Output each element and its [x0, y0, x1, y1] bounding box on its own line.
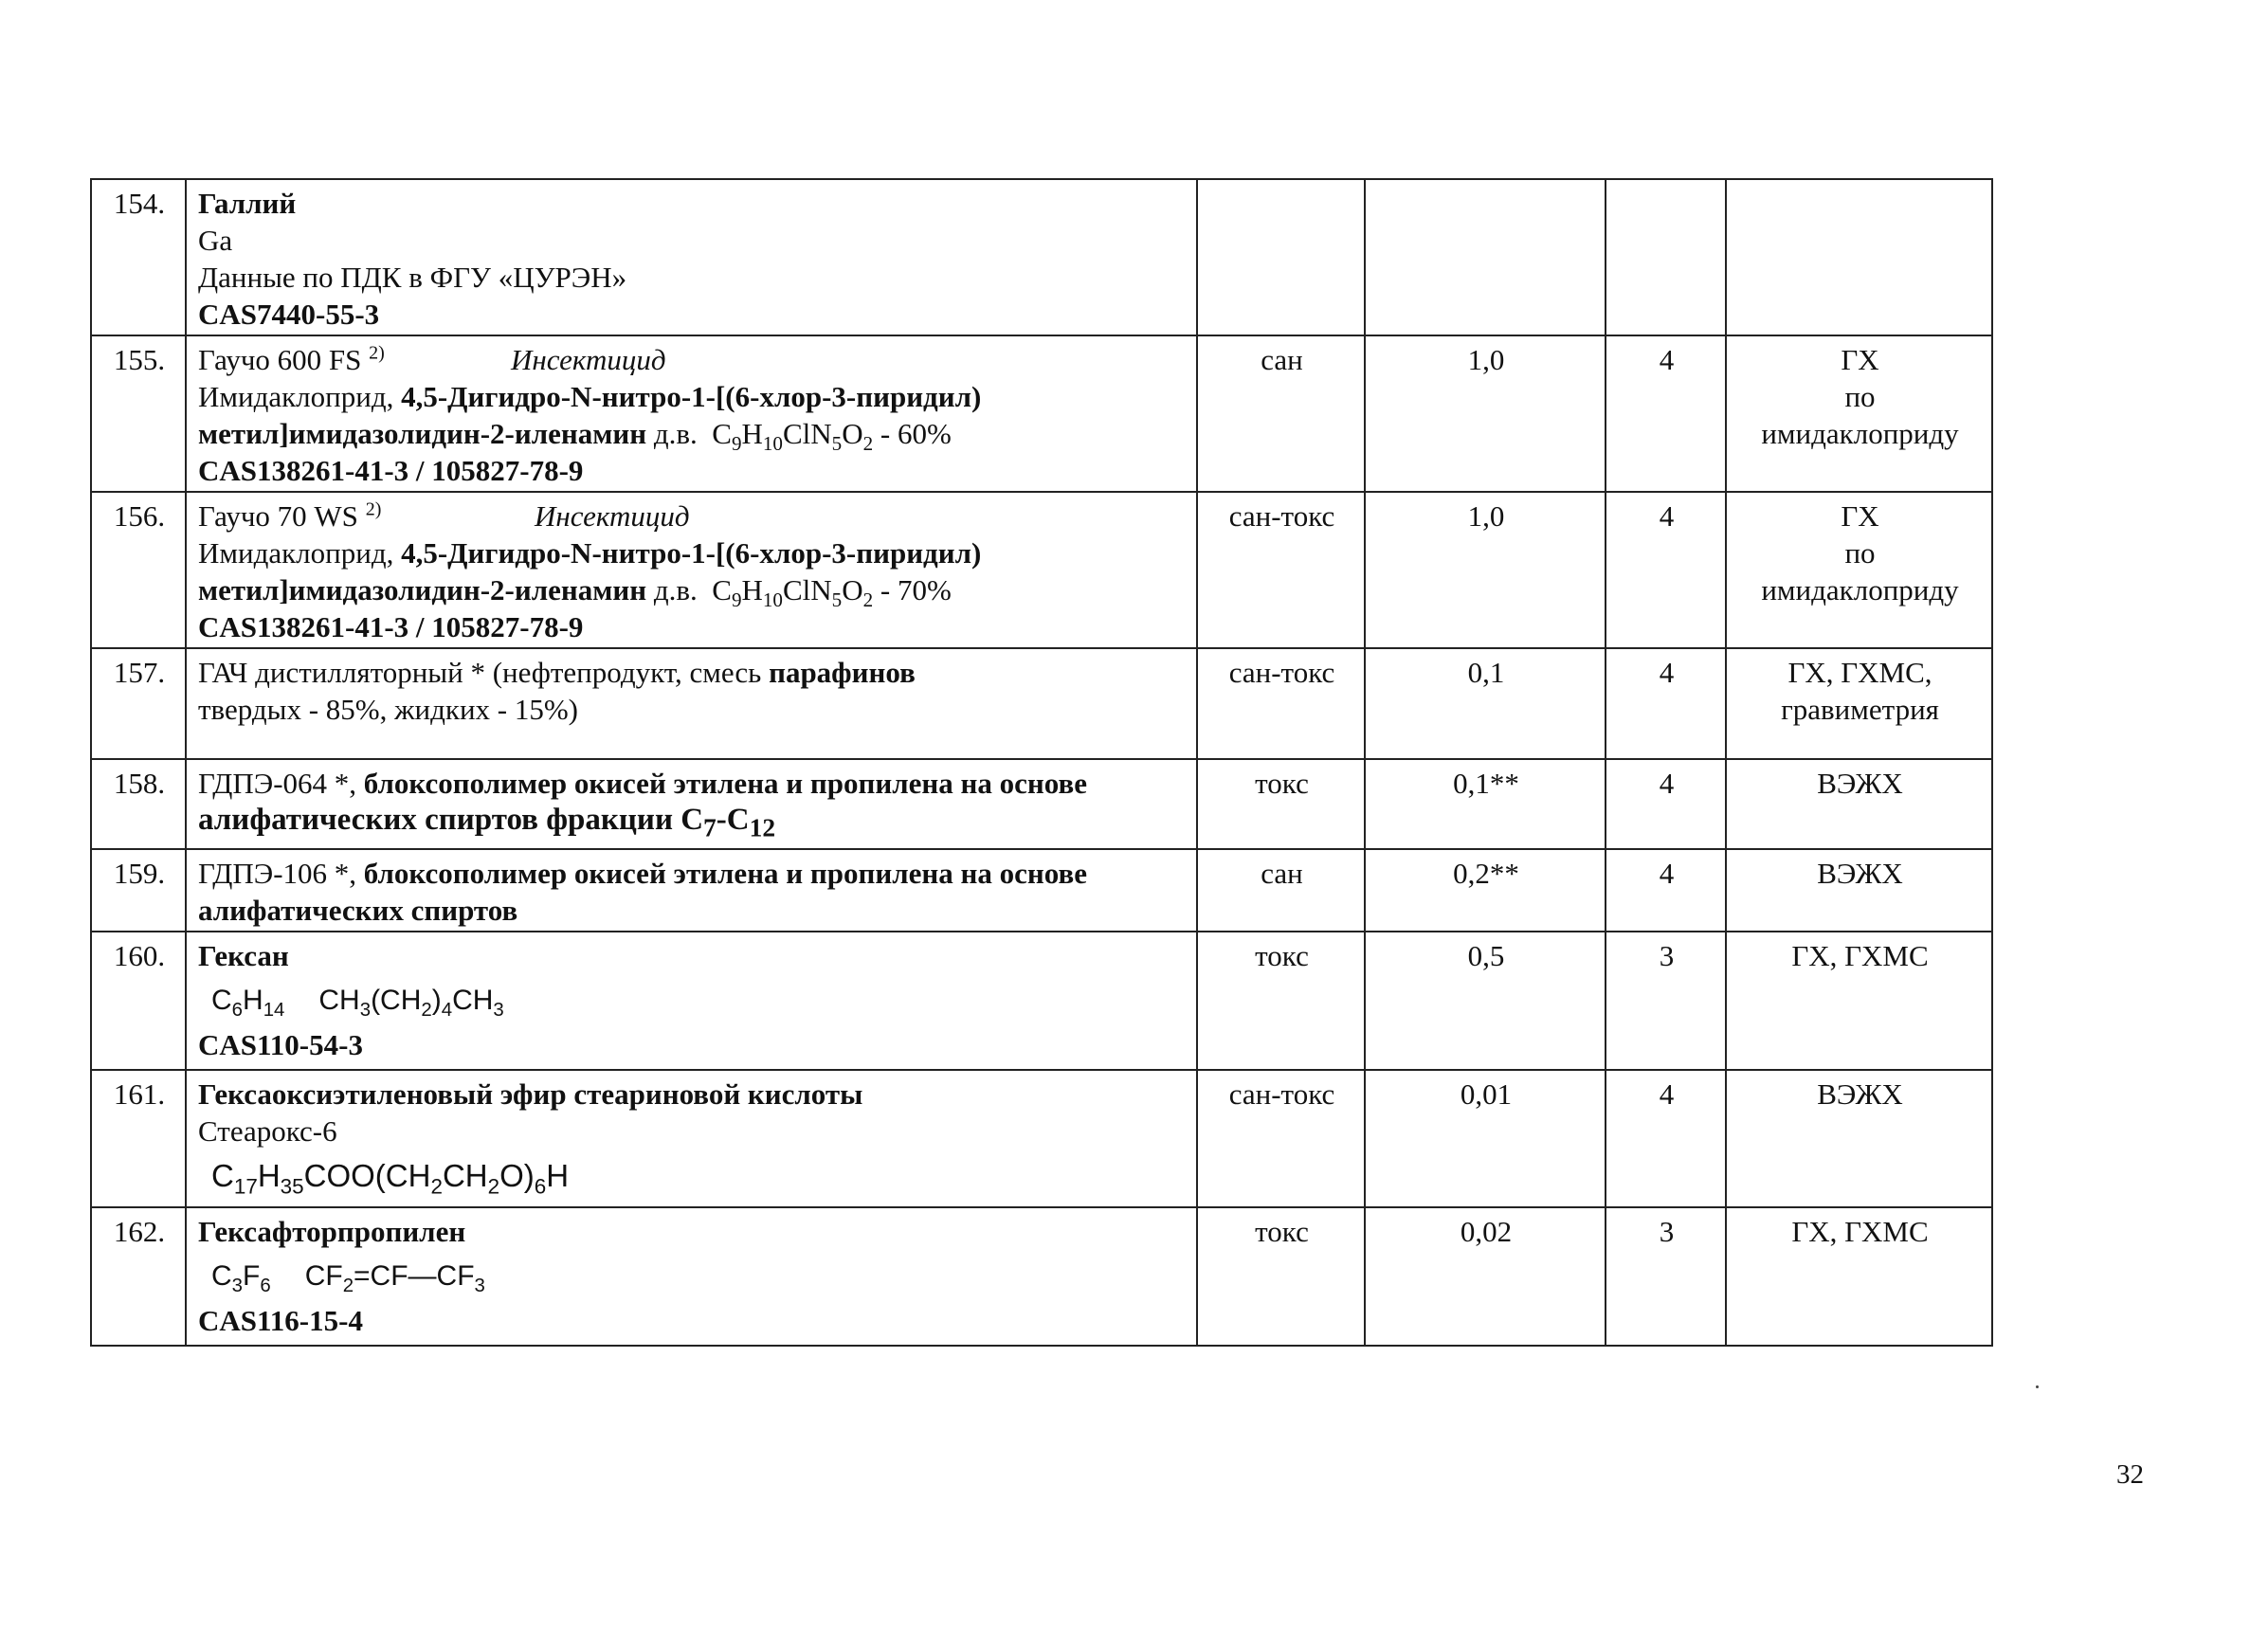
limit-value: 1,0 [1365, 335, 1606, 492]
gross-formula: $C_3F_6$ [211, 1259, 271, 1296]
dash: -C [716, 803, 750, 837]
hazard-class [1606, 179, 1726, 335]
limit-indicator: сан [1197, 849, 1365, 932]
substance-text: ГАЧ дистилляторный * (нефтепродукт, смесь [198, 656, 770, 689]
gross-formula: $C_9H_{10}ClN_5O_2$ [712, 417, 874, 456]
table-row [91, 648, 1992, 759]
limit-indicator: токс [1197, 759, 1365, 849]
structural-formula: $C_{17}H_{35}COO(CH_2CH_2O)_6H$ [211, 1157, 570, 1199]
analysis-method: ГХ, ГХМС [1726, 1207, 1992, 1346]
substance-text-bold: блоксополимер окисей этилена и пропилена на основе [363, 856, 1087, 890]
method-line: по [1844, 380, 1876, 413]
substance-cell [186, 492, 1197, 648]
limit-indicator: сан-токс [1197, 648, 1365, 759]
content-percent: - 70% [873, 573, 952, 606]
analysis-method [1726, 335, 1992, 492]
analysis-method: ВЭЖХ [1726, 759, 1992, 849]
limit-indicator: токс [1197, 932, 1365, 1070]
substance-text: ГДПЭ-106 *, [198, 856, 364, 890]
table-row [91, 849, 1992, 932]
method-line: имидаклоприду [1761, 573, 1959, 606]
table-row [91, 759, 1992, 849]
table-row [91, 179, 1992, 335]
cas-number: CAS110-54-3 [198, 1027, 363, 1061]
substance-category: Инсектицид [535, 499, 690, 533]
hazard-class: 3 [1606, 932, 1726, 1070]
gross-formula: $C_9H_{10}ClN_5O_2$ [712, 573, 874, 612]
substance-composition: твердых - 85%, жидких - 15%) [198, 693, 579, 726]
method-line: ГХ [1841, 343, 1879, 376]
substance-text-bold: блоксополимер окисей этилена и пропилена на основе [363, 767, 1087, 800]
substance-name: Гексафторпропилен [198, 1214, 466, 1248]
substance-cell [186, 648, 1197, 759]
limit-indicator [1197, 179, 1365, 335]
limit-value: 0,2** [1365, 849, 1606, 932]
limit-indicator: сан [1197, 335, 1365, 492]
substance-text: ГДПЭ-064 *, [198, 767, 364, 800]
substances-table [90, 178, 1993, 1347]
footnote-ref: 2) [365, 498, 382, 520]
method-line: ГХ [1841, 499, 1879, 533]
substance-text-bold: алифатических спиртов [198, 893, 518, 927]
substance-cell [186, 1070, 1197, 1207]
method-line: ГХ, ГХМС, [1787, 656, 1932, 689]
substance-name: Галлий [198, 187, 297, 220]
footnote-ref: 2) [369, 342, 385, 364]
limit-value: 0,01 [1365, 1070, 1606, 1207]
cas-number: CAS138261-41-3 / 105827-78-9 [198, 454, 584, 487]
page-number: 32 [2116, 1459, 2144, 1490]
row-number: 161. [91, 1070, 186, 1207]
method-line: по [1844, 536, 1876, 570]
substance-name: Гексан [198, 938, 289, 972]
substance-cell [186, 759, 1197, 849]
row-number: 160. [91, 932, 186, 1070]
content-percent: - 60% [873, 417, 952, 450]
chemical-name-part-2: метил]имидазолидин-2-иленамин [198, 417, 647, 450]
hazard-class: 4 [1606, 759, 1726, 849]
analysis-method [1726, 179, 1992, 335]
table-row [91, 1070, 1992, 1207]
table-row [91, 1207, 1992, 1346]
substance-name: Гаучо 70 WS [198, 499, 358, 533]
formula-line [198, 974, 1187, 1026]
row-number: 155. [91, 335, 186, 492]
cas-number: CAS116-15-4 [198, 1303, 363, 1337]
limit-value [1365, 179, 1606, 335]
analysis-method: ГХ, ГХМС [1726, 932, 1992, 1070]
table-row [91, 492, 1992, 648]
limit-indicator: токс [1197, 1207, 1365, 1346]
substance-text-bold: алифатических спиртов фракции C [198, 803, 704, 837]
substance-note: Данные по ПДК в ФГУ «ЦУРЭН» [198, 261, 627, 294]
row-number: 157. [91, 648, 186, 759]
substance-category: Инсектицид [511, 343, 666, 376]
limit-value: 0,02 [1365, 1207, 1606, 1346]
active-ingredient: Имидаклоприд, [198, 380, 402, 413]
analysis-method: ВЭЖХ [1726, 849, 1992, 932]
formula-line [198, 1250, 1187, 1302]
table-row [91, 335, 1992, 492]
analysis-method [1726, 492, 1992, 648]
dv-label: д.в. [646, 573, 698, 606]
substance-formula: Ga [198, 224, 233, 257]
analysis-method: ВЭЖХ [1726, 1070, 1992, 1207]
hazard-class: 4 [1606, 335, 1726, 492]
substance-cell [186, 932, 1197, 1070]
substance-name: Гексаоксиэтиленовый эфир стеариновой кислоты [198, 1077, 863, 1111]
substance-cell [186, 849, 1197, 932]
substance-text-bold: парафинов [769, 656, 916, 689]
limit-value: 0,1** [1365, 759, 1606, 849]
structural-formula: $CH_3(CH_2)_4CH_3$ [318, 984, 504, 1021]
structural-formula: $CF_2=CF—CF_3$ [304, 1259, 485, 1296]
limit-value: 1,0 [1365, 492, 1606, 648]
row-number: 158. [91, 759, 186, 849]
row-number: 159. [91, 849, 186, 932]
row-number: 156. [91, 492, 186, 648]
substance-cell [186, 179, 1197, 335]
table-row [91, 932, 1992, 1070]
hazard-class: 4 [1606, 849, 1726, 932]
gross-formula: $C_6H_{14}$ [211, 984, 285, 1021]
method-line: имидаклоприду [1761, 417, 1959, 450]
limit-indicator: сан-токс [1197, 492, 1365, 648]
chemical-name-part-2: метил]имидазолидин-2-иленамин [198, 573, 647, 606]
substance-cell [186, 1207, 1197, 1346]
chemical-name-part-1: 4,5-Дигидро-N-нитро-1-[(6-хлор-3-пиридил) [401, 536, 982, 570]
row-number: 154. [91, 179, 186, 335]
limit-indicator: сан-токс [1197, 1070, 1365, 1207]
chemical-name-part-1: 4,5-Дигидро-N-нитро-1-[(6-хлор-3-пиридил) [401, 380, 982, 413]
method-line: гравиметрия [1781, 693, 1939, 726]
analysis-method [1726, 648, 1992, 759]
scan-speck [2036, 1385, 2039, 1388]
active-ingredient: Имидаклоприд, [198, 536, 402, 570]
hazard-class: 3 [1606, 1207, 1726, 1346]
subscript: 7 [703, 812, 717, 842]
substance-name: Гаучо 600 FS [198, 343, 362, 376]
substance-cell [186, 335, 1197, 492]
hazard-class: 4 [1606, 492, 1726, 648]
cas-number: CAS138261-41-3 / 105827-78-9 [198, 610, 584, 643]
limit-value: 0,1 [1365, 648, 1606, 759]
substance-synonym: Стеарокс-6 [198, 1113, 337, 1148]
cas-number: CAS7440-55-3 [198, 298, 380, 331]
hazard-class: 4 [1606, 648, 1726, 759]
limit-value: 0,5 [1365, 932, 1606, 1070]
subscript: 12 [749, 812, 776, 842]
row-number: 162. [91, 1207, 186, 1346]
dv-label: д.в. [646, 417, 698, 450]
hazard-class: 4 [1606, 1070, 1726, 1207]
